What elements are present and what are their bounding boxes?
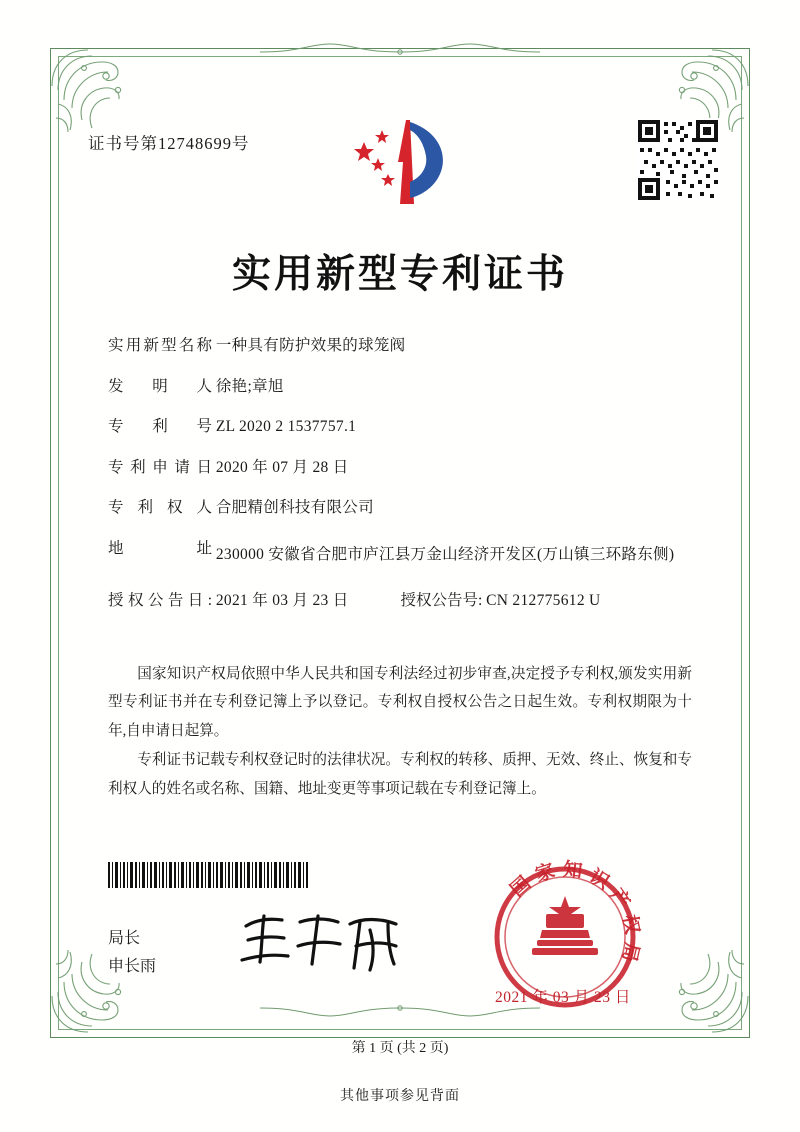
announcement-number-value: CN 212775612 U (486, 591, 601, 609)
corner-ornament-icon (660, 944, 752, 1036)
announcement-date-label: 授权公告日: (108, 591, 212, 609)
field-row-inventor (108, 379, 708, 395)
director-role-label: 局长 (108, 930, 141, 947)
edge-ornament-icon (260, 40, 540, 65)
seal-date: 2021 年 03 月 23 日 (495, 989, 631, 1006)
field-value: 230000 安徽省合肥市庐江县万金山经济开发区(万山镇三环路东侧) (215, 545, 675, 563)
qr-code-icon (636, 118, 720, 202)
field-value: 2020 年 07 月 28 日 (215, 458, 349, 476)
handwritten-signature-icon (238, 906, 418, 978)
field-row-announcement (108, 593, 708, 609)
field-value: 一种具有防护效果的球笼阀 (215, 337, 406, 354)
field-label: 专利号 (108, 418, 212, 435)
field-value: ZL 2020 2 1537757.1 (215, 418, 357, 435)
field-label: 实用新型名称 (108, 337, 212, 354)
barcode (108, 862, 308, 888)
cnipa-logo-icon (348, 112, 458, 212)
back-side-note: 其他事项参见背面 (340, 1089, 460, 1104)
field-label: 发明人 (108, 377, 212, 395)
field-row-patent-number (108, 419, 708, 435)
paragraph-grant: 国家知识产权局依照中华人民共和国专利法经过初步审查,决定授予专利权,颁发实用新型专利证书并在专利登记簿上予以登记。专利权自授权公告之日起生效。专利权期限为十年,自申请日起算。 (108, 666, 692, 739)
certificate-number: 证书号第12748699号 (88, 134, 250, 153)
field-list (108, 338, 708, 628)
field-row-patentee (108, 500, 708, 516)
field-value: 徐艳;章旭 (215, 377, 284, 395)
svg-text:国 家 知 识 产 权 局: 国 家 知 识 产 权 局 (506, 858, 644, 965)
page-number: 第 1 页 (共 2 页) (351, 1041, 449, 1056)
field-row-name (108, 338, 708, 354)
field-value: 合肥精创科技有限公司 (215, 499, 374, 516)
paragraph-register: 专利证书记载专利权登记时的法律状况。专利权的转移、质押、无效、终止、恢复和专利权人的姓名或名称、国籍、地址变更等事项记载在专利登记簿上。 (108, 752, 692, 797)
field-label: 专利权人 (108, 499, 212, 516)
corner-ornament-icon (48, 46, 140, 138)
field-label: 专利申请日 (108, 458, 212, 476)
announcement-number-label: 授权公告号: (400, 591, 483, 609)
legal-paragraphs (108, 660, 692, 804)
signature-block (108, 925, 156, 981)
announcement-date-value: 2021 年 03 月 23 日 (215, 591, 349, 609)
field-row-address (108, 541, 708, 568)
director-name-label: 申长雨 (108, 958, 157, 975)
field-row-application-date (108, 460, 708, 476)
field-label: 地址 (108, 539, 212, 557)
page-title: 实用新型专利证书 (231, 251, 568, 297)
